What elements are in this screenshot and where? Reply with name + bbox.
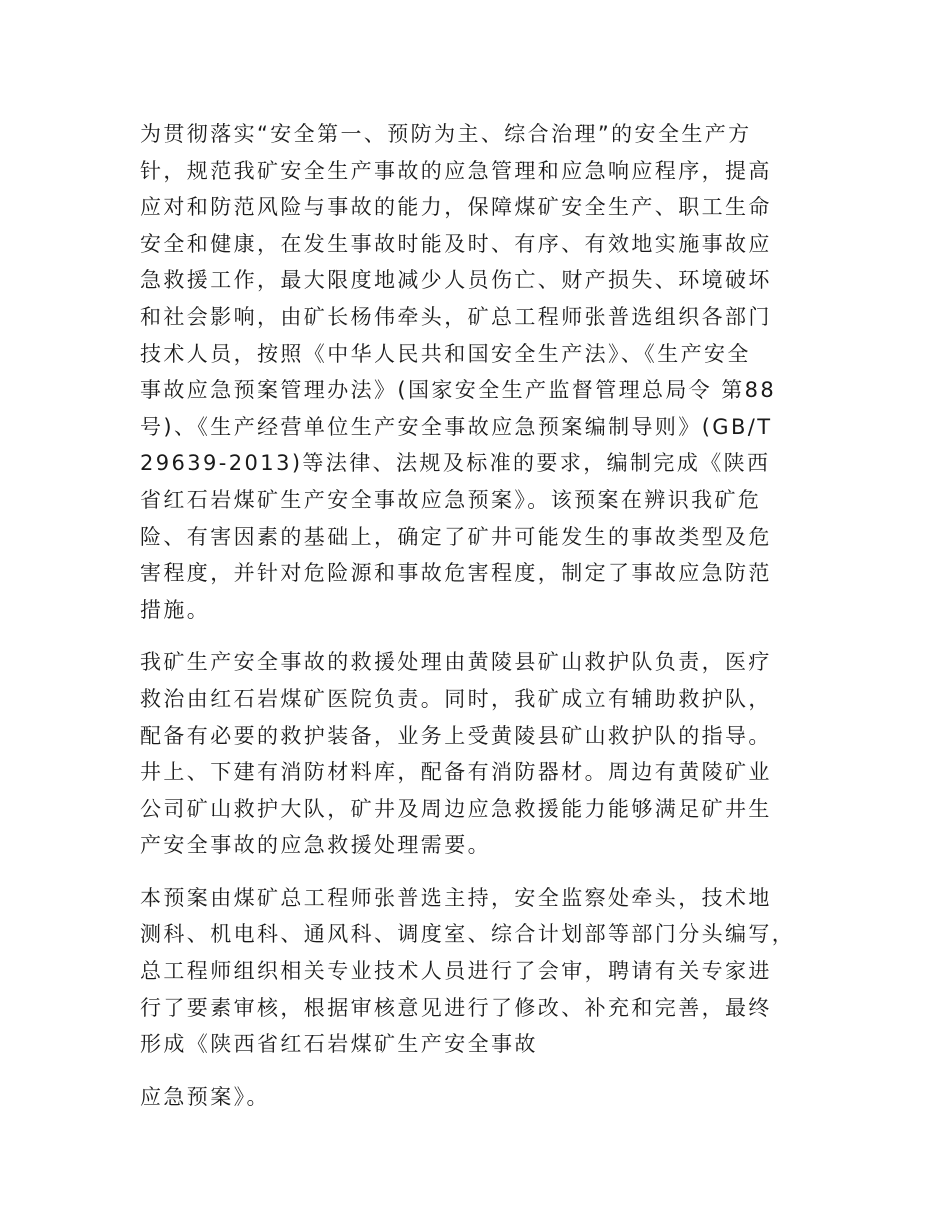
text-line: 本预案由煤矿总工程师张普选主持，安全监察处牵头，技术地 xyxy=(140,885,772,910)
text-line: 省红石岩煤矿生产安全事故应急预案》。该预案在辨识我矿危 xyxy=(140,487,762,512)
text-line: 我矿生产安全事故的救援处理由黄陵县矿山救护队负责，医疗 xyxy=(140,650,772,675)
text-line: 配备有必要的救护装备，业务上受黄陵县矿山救护队的指导。 xyxy=(140,723,772,748)
paragraph-ending xyxy=(140,1079,820,1116)
text-line: 事故应急预案管理办法》(国家安全生产监督管理总局令 第88 xyxy=(140,378,777,403)
text-line: 急救援工作，最大限度地减少人员伤亡、财产损失、环境破坏 xyxy=(140,268,772,293)
text-line: 公司矿山救护大队，矿井及周边应急救援能力能够满足矿井生 xyxy=(140,796,772,821)
text-line: 险、有害因素的基础上，确定了矿井可能发生的事故类型及危 xyxy=(140,524,772,549)
text-line: 总工程师组织相关专业技术人员进行了会审，聘请有关专家进 xyxy=(140,959,772,984)
text-line: 技术人员，按照《中华人民共和国安全生产法》、《生产安全 xyxy=(140,341,751,366)
text-line: 行了要素审核，根据审核意见进行了修改、补充和完善，最终 xyxy=(140,995,772,1020)
text-line: 救治由红石岩煤矿医院负责。同时，我矿成立有辅助救护队， xyxy=(140,686,772,711)
text-line: 为贯彻落实“安全第一、预防为主、综合治理”的安全生产方 xyxy=(140,122,752,146)
text-line: 和社会影响，由矿长杨伟牵头，矿总工程师张普选组织各部门 xyxy=(140,304,772,329)
text-line: 应急预案》。 xyxy=(140,1084,270,1109)
text-line: 形成《陕西省红石岩煤矿生产安全事故 xyxy=(140,1032,538,1057)
document-body xyxy=(140,116,820,1115)
text-line: 29639-2013)等法律、法规及标准的要求，编制完成《陕西 xyxy=(140,451,771,476)
text-line: 测科、机电科、通风科、调度室、综合计划部等部门分头编写， xyxy=(140,922,796,947)
text-line: 井上、下建有消防材料库，配备有消防器材。周边有黄陵矿业 xyxy=(140,760,772,785)
text-line: 措施。 xyxy=(140,597,211,622)
text-line: 产安全事故的应急救援处理需要。 xyxy=(140,833,491,858)
paragraph-compilation xyxy=(140,880,820,1063)
text-line: 害程度，并针对危险源和事故危害程度，制定了事故应急防范 xyxy=(140,561,772,586)
text-line: 安全和健康，在发生事故时能及时、有序、有效地实施事故应 xyxy=(140,231,772,256)
paragraph-purpose xyxy=(140,116,820,628)
text-line: 号)、《生产经营单位生产安全事故应急预案编制导则》(GB/T xyxy=(140,414,773,439)
text-line: 针，规范我矿安全生产事故的应急管理和应急响应程序，提高 xyxy=(140,158,772,183)
paragraph-rescue xyxy=(140,644,820,864)
text-line: 应对和防范风险与事故的能力，保障煤矿安全生产、职工生命 xyxy=(140,195,772,220)
